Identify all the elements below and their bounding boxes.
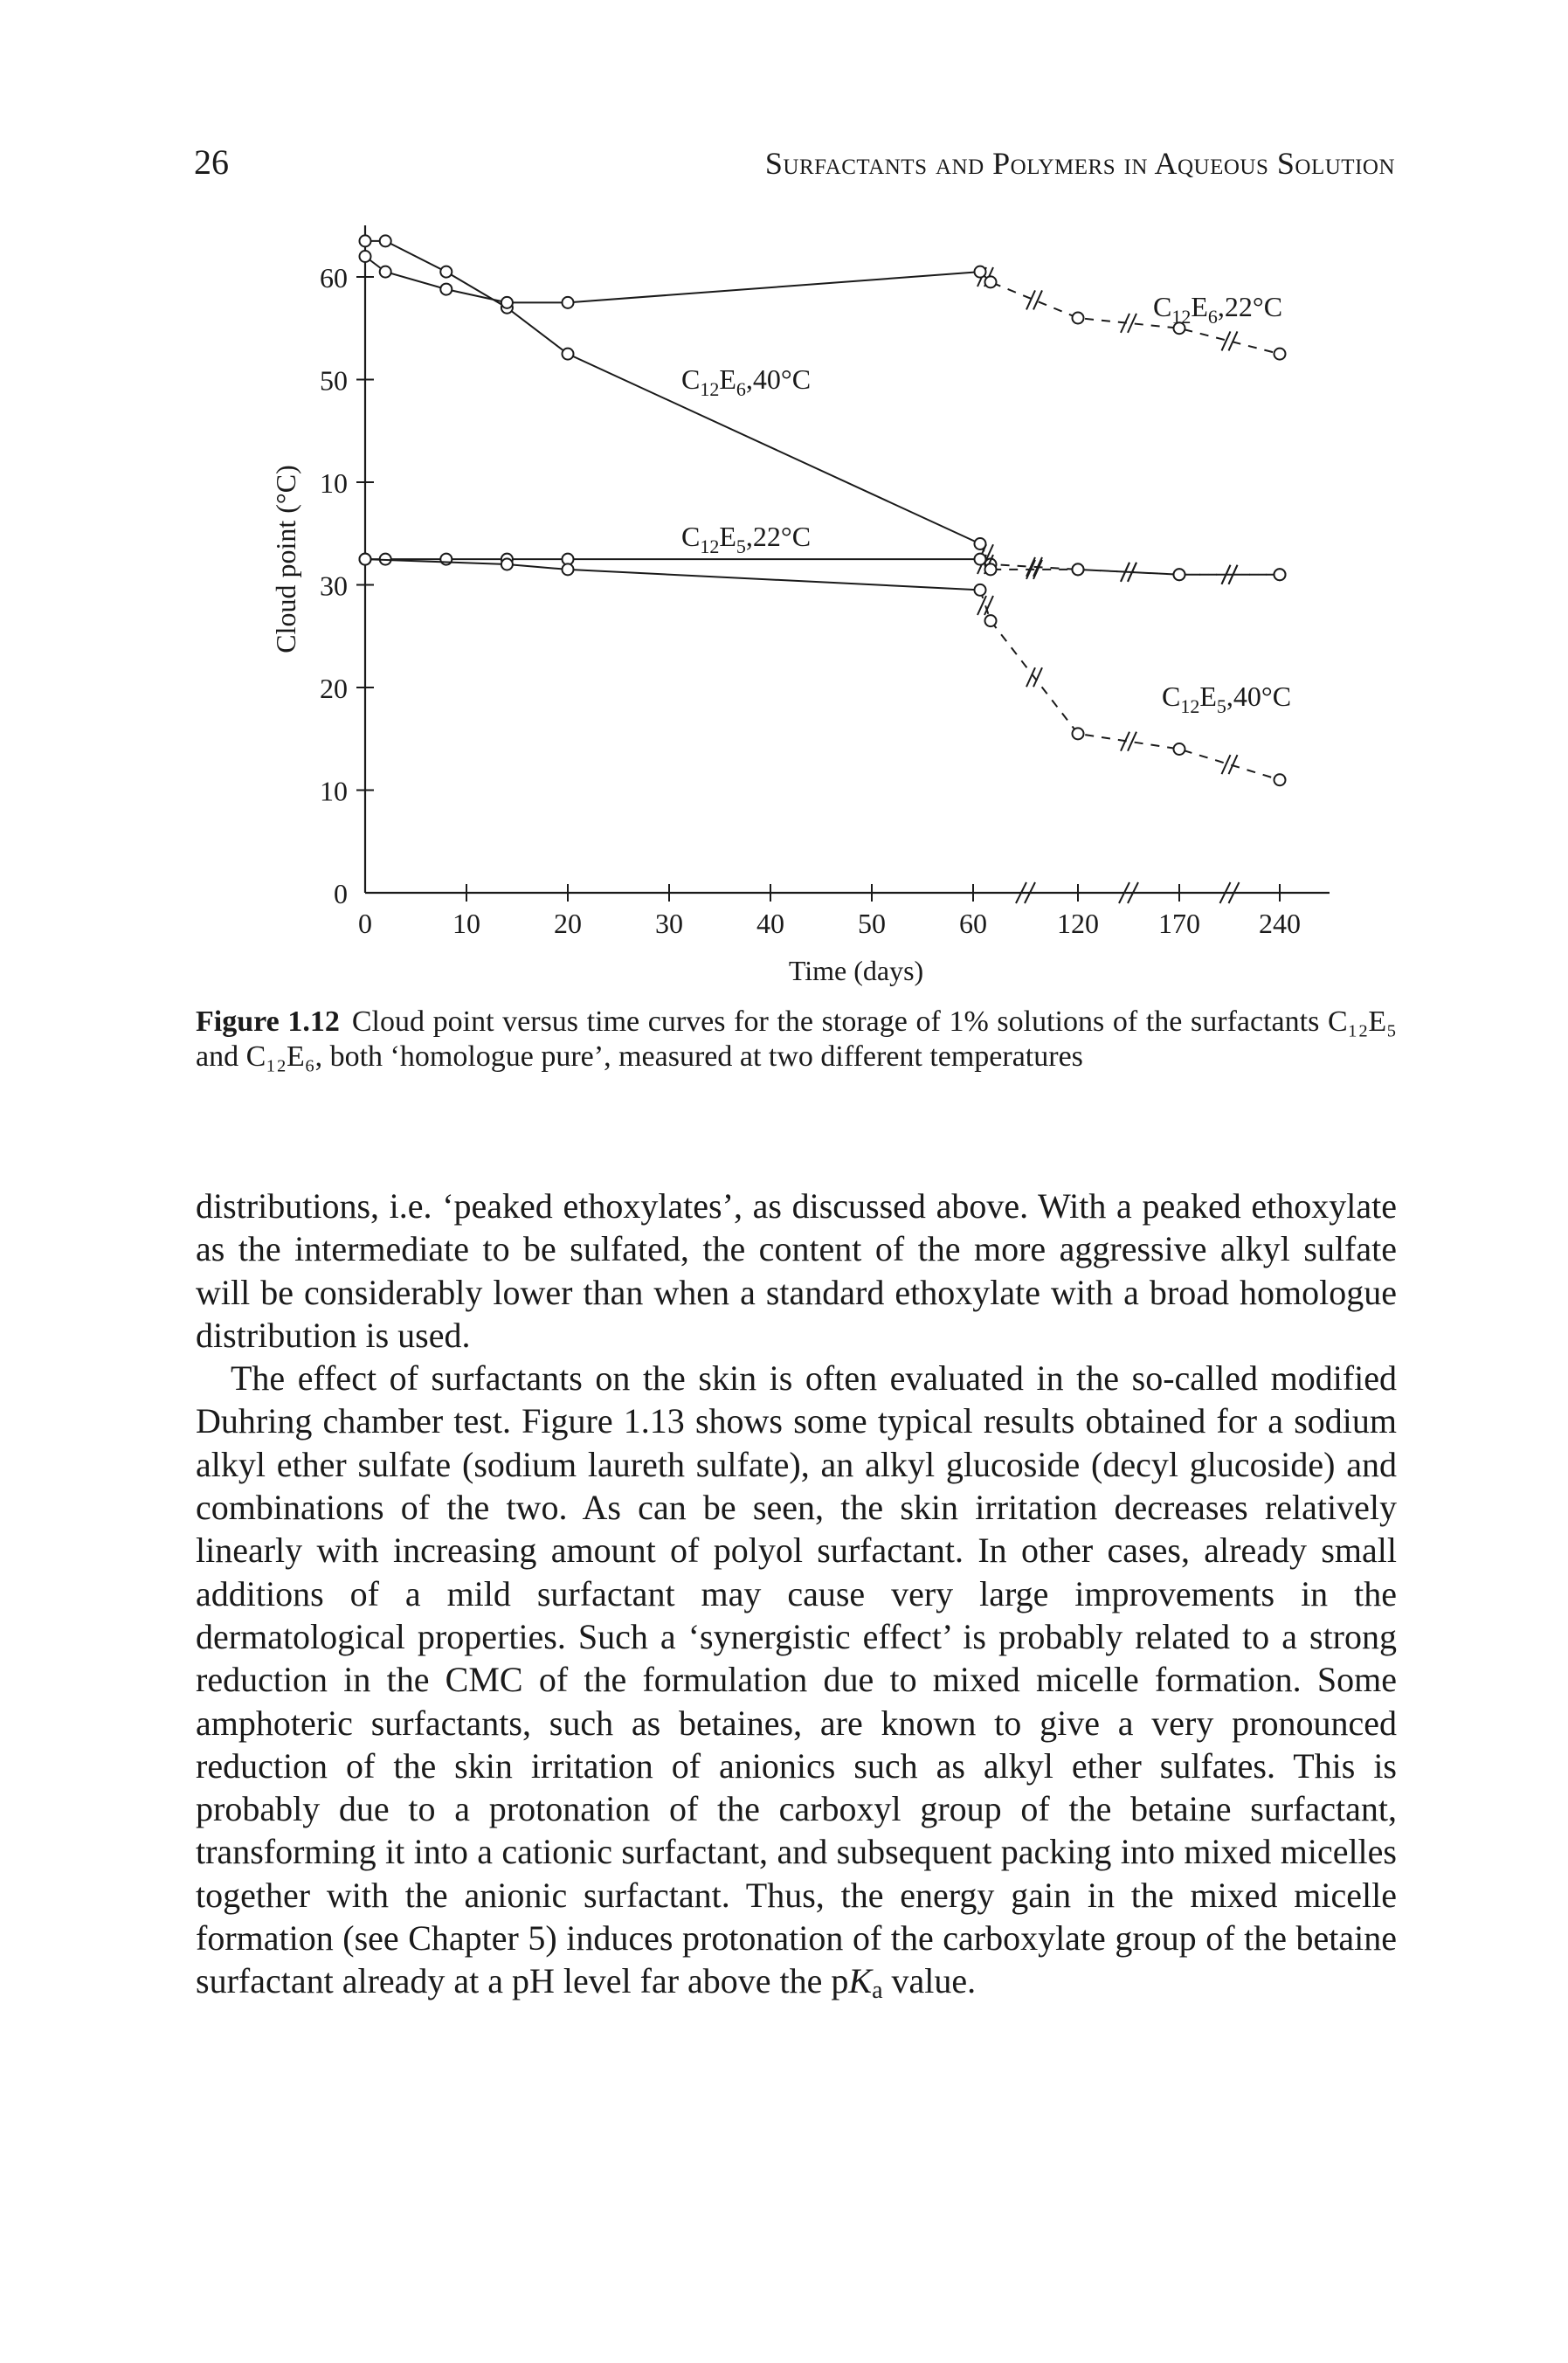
data-point <box>985 563 997 575</box>
y-axis-title: Cloud point (°C) <box>270 465 301 653</box>
series-c12e5-22-c <box>360 554 1286 584</box>
data-point <box>975 554 986 565</box>
pka-subscript: a <box>872 1977 883 2005</box>
data-point <box>440 284 452 295</box>
data-point <box>975 584 986 596</box>
x-tick-label: 40 <box>756 908 784 939</box>
paragraph-1: distributions, i.e. ‘peaked ethoxylates’, as discussed above. With a peaked ethoxylate as the intermediate to be sulfated, the content of the more aggressive alkyl sulfate will be considerably lower than when a standard ethoxylate with a broad homologue distribution is used. <box>196 1186 1397 1355</box>
caption-text: Cloud point versus time curves for the storage of 1% solutions of the surfactants C₁₂E₅ and C₁₂E₆, both ‘homologue pure’, measured at two different temperatures <box>196 1005 1397 1073</box>
series-label <box>1162 681 1291 717</box>
series-c12e6-40-c <box>360 235 1286 584</box>
y-tick-label: 50 <box>320 364 348 397</box>
pka-k: K <box>848 1961 873 2001</box>
data-point <box>563 563 574 575</box>
y-tick-label: 20 <box>320 673 348 704</box>
series-label-part: C <box>1153 291 1172 322</box>
x-tick-label: 120 <box>1057 908 1099 939</box>
data-point <box>985 276 997 287</box>
series-label-part: 5 <box>1216 695 1226 717</box>
data-point <box>975 538 986 549</box>
series-label-part: E <box>719 363 736 395</box>
paragraph-2-text: The effect of surfactants on the skin is often evaluated in the so-called modified Duhring chamber test. Figure 1.13 shows some typical results obtained for a sodium alkyl ether sulfate (sodium laureth sulfate), an alkyl glucoside (decyl glucoside) and combinations of the two. As can be seen, the skin irritation decreases relatively linearly with increasing amount of polyol surfactant. In other cases, already small additions of a mild surfactant may cause very large improvements in the dermatological properties. Such a ‘synergistic effect’ is probably related to a strong reduction in the CMC of the formulation due to mixed micelle formation. Some amphoteric surfactants, such as betaines, are known to give a very pronounced reduction of the skin irritation of anionics such as alkyl ether sulfates. This is probably due to a protonation of the carboxyl group of the betaine surfactant, transforming it into a cationic surfactant, and subsequent packing into mixed micelles together with the anionic surfactant. Thus, the energy gain in the mixed micelle formation (see Chapter 5) induces protonation of the carboxylate group of the betaine surfactant already at a pH level far above the p <box>196 1358 1397 2001</box>
data-point <box>1174 569 1185 580</box>
series-label-part: 12 <box>700 378 720 400</box>
series-c12e5-40-c <box>360 554 1286 786</box>
data-point <box>1073 563 1084 575</box>
series-label-part: E <box>1199 681 1217 712</box>
data-point <box>1274 349 1286 360</box>
x-tick-label: 50 <box>858 908 886 939</box>
body-text <box>196 1185 1397 2003</box>
data-point <box>1274 774 1286 785</box>
y-tick-label: 10 <box>320 775 348 807</box>
caption-label: Figure 1.12 <box>196 1005 340 1038</box>
x-axis-title: Time (days) <box>788 955 924 986</box>
series-label <box>681 363 811 400</box>
data-point <box>563 297 574 308</box>
series-line-solid <box>365 241 980 544</box>
data-point <box>1073 313 1084 324</box>
series-label-part: ,40°C <box>745 363 812 395</box>
paragraph-2 <box>196 1357 1397 2005</box>
series-label <box>681 521 811 557</box>
data-point <box>501 559 513 570</box>
y-tick-label: 0 <box>334 878 348 909</box>
series-label-part: 5 <box>736 535 746 557</box>
cloud-point-chart <box>0 0 1568 996</box>
series-label <box>1153 291 1282 328</box>
figure-caption <box>196 1005 1397 1074</box>
series-label-part: E <box>719 521 736 552</box>
x-tick-label: 0 <box>358 908 372 939</box>
data-point <box>360 554 371 565</box>
data-point <box>975 266 986 278</box>
series-label-part: 6 <box>736 378 746 400</box>
series-label-part: 12 <box>1171 306 1192 328</box>
data-point <box>360 251 371 262</box>
data-point <box>1274 569 1286 580</box>
running-title: Surfactants and Polymers in Aqueous Solution <box>764 146 1395 181</box>
series-label-part: 12 <box>1180 695 1200 717</box>
series-label-part: 6 <box>1207 306 1218 328</box>
x-tick-label: 30 <box>655 908 683 939</box>
data-point <box>440 266 452 278</box>
series-label-part: ,22°C <box>1217 291 1283 322</box>
y-tick-label: 10 <box>320 467 348 499</box>
data-point <box>563 349 574 360</box>
series-line-solid <box>365 559 980 590</box>
series-label-part: C <box>681 521 701 552</box>
data-point <box>985 615 997 626</box>
data-point <box>1073 728 1084 739</box>
series-c12e6-22-c <box>360 251 1286 360</box>
series-label-part: 12 <box>700 535 720 557</box>
data-point <box>360 235 371 246</box>
series-label-part: C <box>681 363 701 395</box>
series-line-solid <box>365 257 980 303</box>
data-point <box>1174 743 1185 755</box>
x-tick-label: 240 <box>1259 908 1301 939</box>
data-point <box>380 266 391 278</box>
x-tick-label: 60 <box>959 908 987 939</box>
chart-series <box>360 235 1286 785</box>
data-point <box>440 554 452 565</box>
series-label-part: ,22°C <box>745 521 812 552</box>
data-point <box>380 235 391 246</box>
series-label-part: C <box>1162 681 1181 712</box>
page-number: 26 <box>194 142 229 182</box>
x-tick-label: 170 <box>1158 908 1200 939</box>
chart-labels <box>270 291 1291 986</box>
paragraph-2-end: value. <box>882 1961 977 2001</box>
series-label-part: ,40°C <box>1226 681 1292 712</box>
x-tick-label: 10 <box>452 908 480 939</box>
data-point <box>501 297 513 308</box>
y-tick-label: 30 <box>320 570 348 602</box>
series-label-part: E <box>1191 291 1208 322</box>
x-tick-label: 20 <box>554 908 582 939</box>
y-tick-label: 60 <box>320 262 348 294</box>
